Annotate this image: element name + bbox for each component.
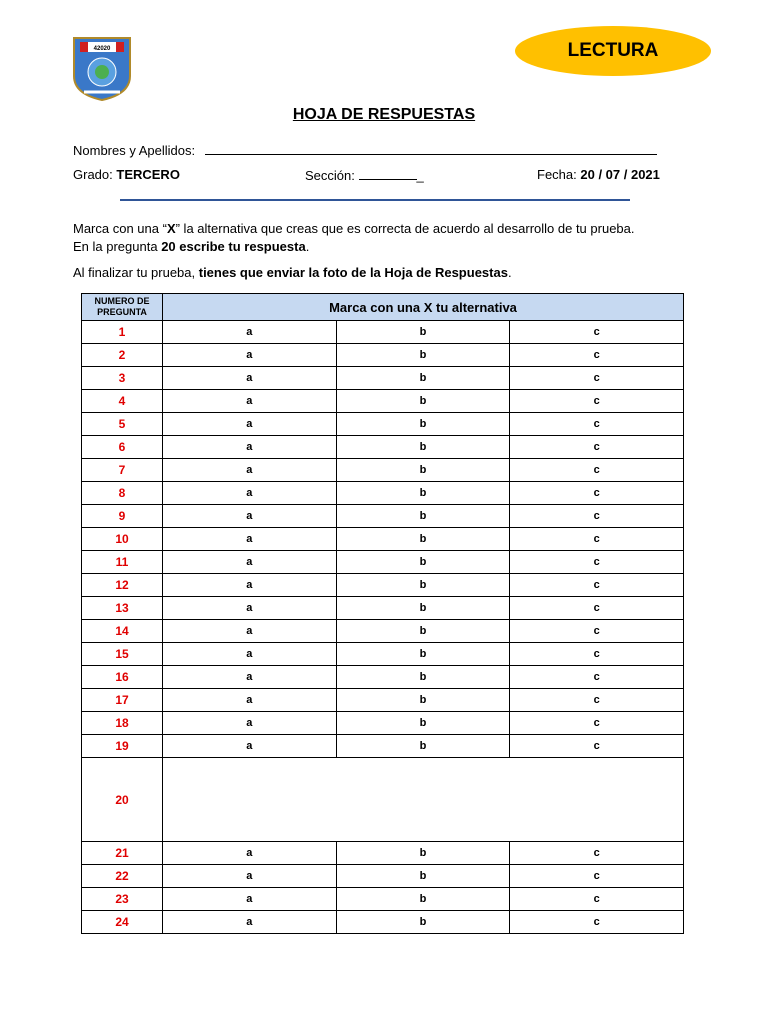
option-c[interactable]: c [510,597,684,620]
option-a[interactable]: a [163,712,337,735]
question-number: 15 [82,643,163,666]
option-c[interactable]: c [510,735,684,758]
answer-row [82,344,684,367]
option-a[interactable]: a [163,367,337,390]
option-c[interactable]: c [510,911,684,934]
instruction-line-1 [73,220,703,238]
option-a[interactable]: a [163,911,337,934]
instr1-b: ” la alternativa que creas que es correcta de acuerdo al desarrollo de tu prueba. [175,221,635,236]
instructions [73,220,703,256]
answer-row [82,390,684,413]
seccion-row [305,167,424,183]
lectura-badge [515,26,711,76]
answer-table [81,293,684,934]
instr3-bold: tienes que enviar la foto de la Hoja de Respuestas [198,265,508,280]
option-a[interactable]: a [163,842,337,865]
question-number: 19 [82,735,163,758]
option-b[interactable]: b [336,911,510,934]
option-b[interactable]: b [336,735,510,758]
option-c[interactable]: c [510,620,684,643]
option-c[interactable]: c [510,574,684,597]
option-a[interactable]: a [163,528,337,551]
option-b[interactable]: b [336,712,510,735]
logo-text: 42020 [93,46,111,52]
question-number: 7 [82,459,163,482]
question-number: 10 [82,528,163,551]
option-b[interactable]: b [336,413,510,436]
fecha-label: Fecha: [537,167,577,182]
nombres-label: Nombres y Apellidos: [73,143,196,158]
answer-row [82,842,684,865]
answer-row [82,865,684,888]
option-a[interactable]: a [163,666,337,689]
question-number: 12 [82,574,163,597]
answer-row [82,528,684,551]
answer-row [82,482,684,505]
option-c[interactable]: c [510,482,684,505]
option-c[interactable]: c [510,842,684,865]
option-b[interactable]: b [336,390,510,413]
question-number: 22 [82,865,163,888]
answer-row [82,735,684,758]
option-a[interactable]: a [163,643,337,666]
question-number: 14 [82,620,163,643]
option-b[interactable]: b [336,689,510,712]
instr2-bold: 20 escribe tu respuesta [161,239,306,254]
grado-label: Grado: [73,167,113,182]
option-a[interactable]: a [163,505,337,528]
answer-row [82,413,684,436]
nombres-field[interactable] [205,141,657,155]
option-b[interactable]: b [336,888,510,911]
instruction-line-2 [73,238,703,256]
answer-row [82,436,684,459]
option-b[interactable]: b [336,528,510,551]
option-b[interactable]: b [336,367,510,390]
question-number: 11 [82,551,163,574]
option-b[interactable]: b [336,344,510,367]
grado-value: TERCERO [116,167,180,182]
option-a[interactable]: a [163,482,337,505]
option-c[interactable]: c [510,888,684,911]
option-a[interactable]: a [163,413,337,436]
question-number: 20 [82,758,163,842]
instr3-b: . [507,265,512,280]
option-a[interactable]: a [163,689,337,712]
option-c[interactable]: c [510,413,684,436]
question-number: 1 [82,321,163,344]
question-number: 13 [82,597,163,620]
option-a[interactable]: a [163,436,337,459]
option-b[interactable]: b [336,482,510,505]
question-number: 2 [82,344,163,367]
option-a[interactable]: a [163,865,337,888]
option-c[interactable]: c [510,528,684,551]
option-b[interactable]: b [336,551,510,574]
question-number: 6 [82,436,163,459]
seccion-tail: _ [416,168,424,183]
option-b[interactable]: b [336,459,510,482]
answer-row [82,367,684,390]
option-c[interactable]: c [510,551,684,574]
option-b[interactable]: b [336,842,510,865]
option-c[interactable]: c [510,505,684,528]
option-a[interactable]: a [163,459,337,482]
option-a[interactable]: a [163,888,337,911]
instruction-line-3 [73,264,703,282]
question-number: 9 [82,505,163,528]
answer-row [82,689,684,712]
question-number: 18 [82,712,163,735]
seccion-label: Sección: [305,168,355,183]
instr2-a: En la pregunta [73,239,162,254]
number-column-header: NUMERO DE PREGUNTA [82,294,163,321]
answer-row [82,911,684,934]
answer-row [82,888,684,911]
instr1-a: Marca con una “ [73,221,167,236]
option-b[interactable]: b [336,597,510,620]
answer-row [82,758,684,842]
grado-row [73,167,180,182]
option-a[interactable]: a [163,735,337,758]
badge-label: LECTURA [567,40,659,61]
page-title: HOJA DE RESPUESTAS [292,106,476,123]
seccion-field[interactable] [359,167,417,180]
answer-row [82,505,684,528]
option-c[interactable]: c [510,321,684,344]
option-c[interactable]: c [510,643,684,666]
answer-row [82,597,684,620]
option-b[interactable]: b [336,505,510,528]
option-a[interactable]: a [163,574,337,597]
option-a[interactable]: a [163,344,337,367]
answer-row [82,643,684,666]
option-c[interactable]: c [510,344,684,367]
answer-row [82,459,684,482]
option-c[interactable]: c [510,865,684,888]
question-number: 8 [82,482,163,505]
option-b[interactable]: b [336,643,510,666]
answer-row [82,551,684,574]
option-a[interactable]: a [163,390,337,413]
option-c[interactable]: c [510,390,684,413]
question-number: 17 [82,689,163,712]
answer-row [82,321,684,344]
nombres-row [73,141,657,158]
option-a[interactable]: a [163,597,337,620]
question-number: 5 [82,413,163,436]
answer-row [82,666,684,689]
option-c[interactable]: c [510,367,684,390]
options-column-header: Marca con una X tu alternativa [163,294,684,321]
instr1-x: X [166,221,176,236]
option-b[interactable]: b [336,436,510,459]
question-number: 21 [82,842,163,865]
option-b[interactable]: b [336,574,510,597]
answer-rows [82,321,684,934]
option-a[interactable]: a [163,321,337,344]
school-logo-icon [72,36,132,102]
option-b[interactable]: b [336,865,510,888]
option-c[interactable]: c [510,436,684,459]
open-answer-area[interactable] [163,758,684,842]
instr2-b: . [305,239,310,254]
question-number: 24 [82,911,163,934]
question-number: 23 [82,888,163,911]
option-c[interactable]: c [510,459,684,482]
fecha-value: 20 / 07 / 2021 [580,167,660,182]
option-a[interactable]: a [163,551,337,574]
option-c[interactable]: c [510,712,684,735]
answer-row [82,620,684,643]
option-b[interactable]: b [336,321,510,344]
option-b[interactable]: b [336,666,510,689]
question-number: 3 [82,367,163,390]
option-c[interactable]: c [510,689,684,712]
answer-row [82,712,684,735]
option-a[interactable]: a [163,620,337,643]
answer-row [82,574,684,597]
question-number: 16 [82,666,163,689]
fecha-row [537,167,660,182]
instr3-a: Al finalizar tu prueba, [73,265,199,280]
option-b[interactable]: b [336,620,510,643]
option-c[interactable]: c [510,666,684,689]
question-number: 4 [82,390,163,413]
divider [120,199,630,201]
